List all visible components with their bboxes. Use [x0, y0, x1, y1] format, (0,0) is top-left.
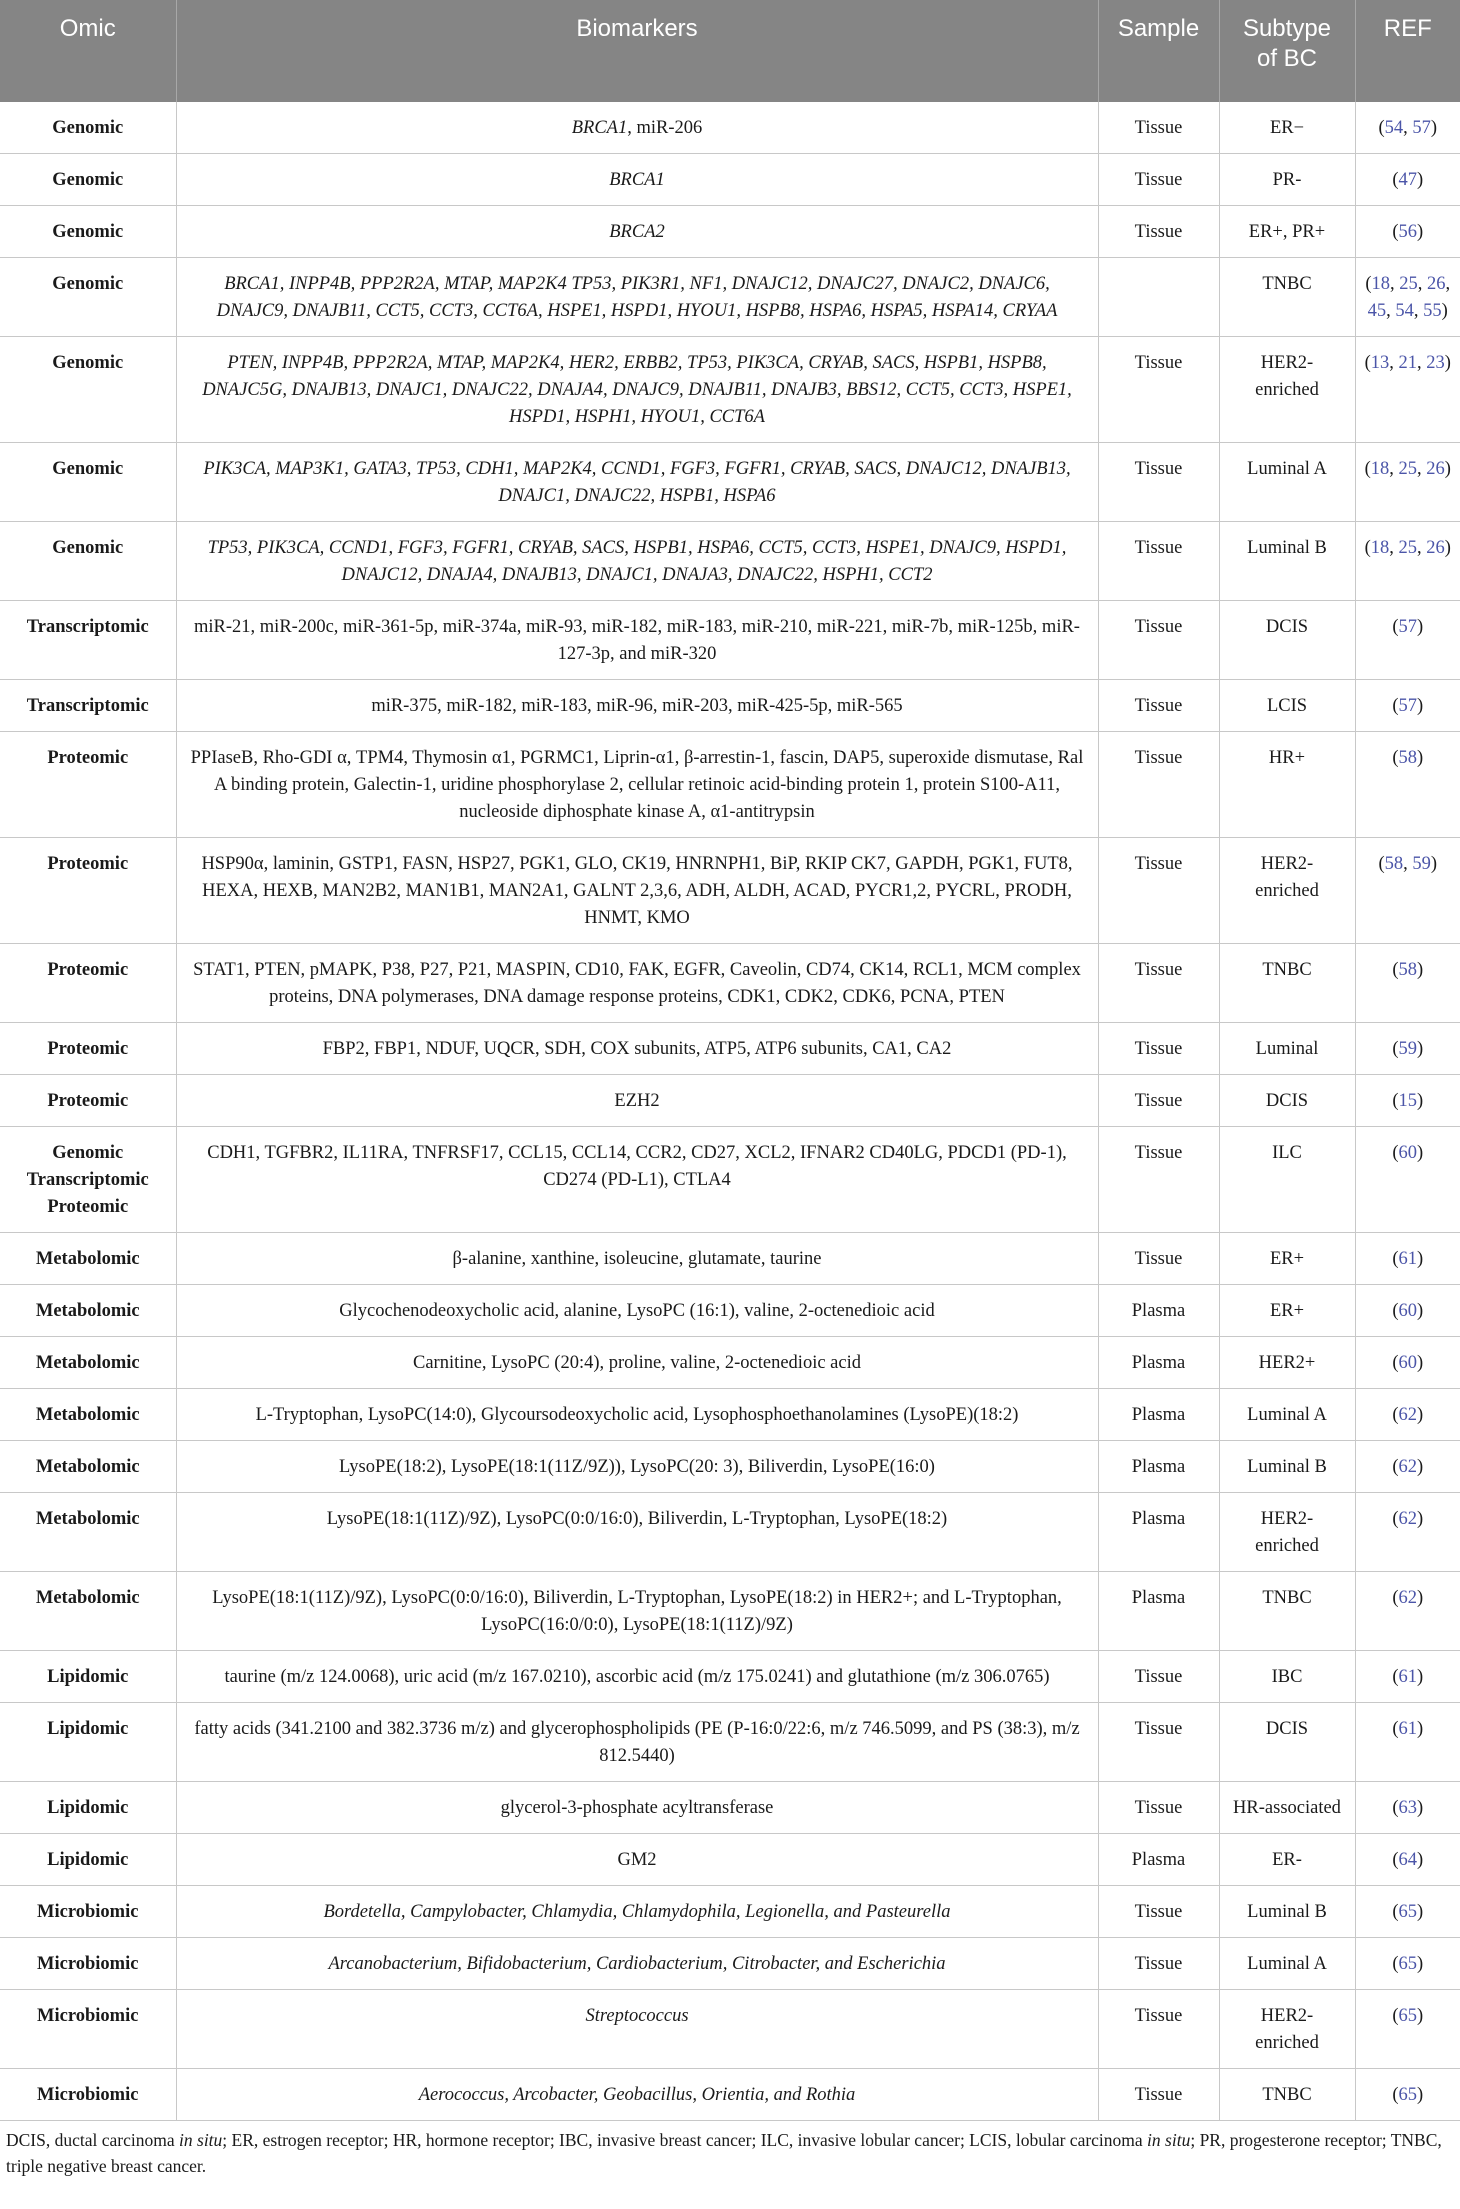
ref-link[interactable]: 60: [1398, 1353, 1417, 1373]
cell-sample: Tissue: [1098, 443, 1219, 522]
cell-sample: Plasma: [1098, 1285, 1219, 1337]
cell-sample: Tissue: [1098, 601, 1219, 680]
cell-biomarkers: BRCA2: [176, 206, 1098, 258]
cell-biomarkers: Carnitine, LysoPC (20:4), proline, valine, 2-octenedioic acid: [176, 1337, 1098, 1389]
cell-biomarkers: miR-21, miR-200c, miR-361-5p, miR-374a, miR-93, miR-182, miR-183, miR-210, miR-221, miR-7b, miR-125b, miR-127-3p, and miR-320: [176, 601, 1098, 680]
cell-sample: Tissue: [1098, 1651, 1219, 1703]
omic-label: Proteomic: [47, 1091, 129, 1111]
cell-omic: [0, 732, 176, 838]
cell-ref: (58): [1355, 944, 1460, 1023]
table-row: [0, 1233, 1460, 1285]
ref-link[interactable]: 62: [1398, 1588, 1417, 1608]
cell-omic: [0, 1651, 176, 1703]
cell-subtype: DCIS: [1219, 601, 1355, 680]
table-row: [0, 732, 1460, 838]
cell-subtype: ILC: [1219, 1127, 1355, 1233]
cell-omic: [0, 206, 176, 258]
cell-ref: (62): [1355, 1389, 1460, 1441]
cell-sample: Plasma: [1098, 1834, 1219, 1886]
cell-biomarkers: Glycochenodeoxycholic acid, alanine, LysoPC (16:1), valine, 2-octenedioic acid: [176, 1285, 1098, 1337]
cell-ref: (13, 21, 23): [1355, 337, 1460, 443]
cell-omic: [0, 522, 176, 601]
omic-label: Metabolomic: [35, 1588, 140, 1608]
table-row: [0, 944, 1460, 1023]
omic-label: Lipidomic: [47, 1798, 129, 1818]
table-row: [0, 838, 1460, 944]
table-row: [0, 1886, 1460, 1938]
ref-link[interactable]: 61: [1398, 1249, 1417, 1269]
cell-sample: Tissue: [1098, 1023, 1219, 1075]
cell-omic: [0, 838, 176, 944]
cell-biomarkers: taurine (m/z 124.0068), uric acid (m/z 167.0210), ascorbic acid (m/z 175.0241) and glutathione (m/z 306.0765): [176, 1651, 1098, 1703]
cell-sample: Tissue: [1098, 1990, 1219, 2069]
table-row: [0, 601, 1460, 680]
cell-ref: (18, 25, 26): [1355, 443, 1460, 522]
cell-subtype: Luminal: [1219, 1023, 1355, 1075]
ref-link[interactable]: 18: [1370, 538, 1390, 558]
table-row: [0, 1782, 1460, 1834]
cell-sample: Tissue: [1098, 1886, 1219, 1938]
cell-sample: Tissue: [1098, 680, 1219, 732]
header-subtype-line2: of BC: [1256, 45, 1318, 72]
omic-label: Genomic: [52, 459, 124, 479]
cell-biomarkers: PIK3CA, MAP3K1, GATA3, TP53, CDH1, MAP2K4, CCND1, FGF3, FGFR1, CRYAB, SACS, DNAJC12, DNAJB13, DNAJC1, DNAJC22, HSPB1, HSPA6: [176, 443, 1098, 522]
cell-sample: Plasma: [1098, 1389, 1219, 1441]
omic-label: Microbiomic: [37, 2006, 139, 2026]
cell-sample: [1098, 258, 1219, 337]
omic-label: Microbiomic: [37, 1954, 139, 1974]
cell-sample: Tissue: [1098, 206, 1219, 258]
cell-biomarkers: FBP2, FBP1, NDUF, UQCR, SDH, COX subunits, ATP5, ATP6 subunits, CA1, CA2: [176, 1023, 1098, 1075]
cell-omic: [0, 1023, 176, 1075]
cell-ref: (60): [1355, 1285, 1460, 1337]
cell-subtype: HER2-enriched: [1219, 838, 1355, 944]
table-row: [0, 1337, 1460, 1389]
cell-sample: Tissue: [1098, 102, 1219, 154]
cell-omic: [0, 2069, 176, 2121]
omic-label: Metabolomic: [35, 1457, 140, 1477]
cell-biomarkers: miR-375, miR-182, miR-183, miR-96, miR-203, miR-425-5p, miR-565: [176, 680, 1098, 732]
cell-ref: (65): [1355, 2069, 1460, 2121]
cell-omic: [0, 1075, 176, 1127]
ref-link[interactable]: 61: [1398, 1719, 1417, 1739]
header-sample: Sample: [1098, 0, 1219, 102]
cell-omic: [0, 1703, 176, 1782]
table-row: [0, 337, 1460, 443]
cell-biomarkers: Aerococcus, Arcobacter, Geobacillus, Orientia, and Rothia: [176, 2069, 1098, 2121]
table-row: [0, 2069, 1460, 2121]
cell-omic: [0, 1337, 176, 1389]
cell-subtype: TNBC: [1219, 2069, 1355, 2121]
ref-link[interactable]: 26: [1426, 459, 1445, 479]
header-subtype: [1219, 0, 1355, 102]
cell-ref: (62): [1355, 1493, 1460, 1572]
ref-link[interactable]: 57: [1398, 696, 1417, 716]
cell-subtype: Luminal B: [1219, 1441, 1355, 1493]
cell-ref: (60): [1355, 1127, 1460, 1233]
cell-ref: (18, 25, 26, 45, 54, 55): [1355, 258, 1460, 337]
cell-subtype: ER+, PR+: [1219, 206, 1355, 258]
cell-ref: (62): [1355, 1572, 1460, 1651]
cell-ref: (60): [1355, 1337, 1460, 1389]
cell-omic: [0, 1834, 176, 1886]
cell-sample: Tissue: [1098, 1703, 1219, 1782]
omic-label: Metabolomic: [35, 1301, 140, 1321]
ref-link[interactable]: 21: [1398, 353, 1417, 373]
cell-subtype: DCIS: [1219, 1703, 1355, 1782]
cell-subtype: Luminal B: [1219, 522, 1355, 601]
cell-omic: [0, 1572, 176, 1651]
cell-subtype: HER2-enriched: [1219, 1990, 1355, 2069]
table-row: [0, 1703, 1460, 1782]
cell-subtype: PR-: [1219, 154, 1355, 206]
omic-label: Proteomic: [47, 1197, 129, 1217]
omic-label: Genomic: [52, 118, 124, 138]
omic-label: Genomic: [52, 274, 124, 294]
cell-biomarkers: BRCA1: [176, 154, 1098, 206]
cell-biomarkers: STAT1, PTEN, pMAPK, P38, P27, P21, MASPIN, CD10, FAK, EGFR, Caveolin, CD74, CK14, RCL1, MCM complex proteins, DNA polymerases, DNA damage response proteins, CDK1, CDK2, CDK6, PCNA, PTEN: [176, 944, 1098, 1023]
cell-ref: (54, 57): [1355, 102, 1460, 154]
ref-link[interactable]: 54: [1395, 301, 1414, 321]
ref-link[interactable]: 45: [1367, 301, 1387, 321]
cell-sample: Tissue: [1098, 838, 1219, 944]
omic-label: Metabolomic: [35, 1405, 140, 1425]
ref-link[interactable]: 56: [1398, 222, 1417, 242]
omic-label: Transcriptomic: [26, 617, 149, 637]
ref-link[interactable]: 60: [1398, 1143, 1417, 1163]
cell-omic: [0, 1493, 176, 1572]
cell-omic: [0, 443, 176, 522]
table-body: [0, 102, 1460, 2121]
ref-link[interactable]: 60: [1398, 1301, 1417, 1321]
cell-omic: [0, 1285, 176, 1337]
cell-omic: [0, 1441, 176, 1493]
header-ref: REF: [1355, 0, 1460, 102]
cell-subtype: HER2+: [1219, 1337, 1355, 1389]
ref-link[interactable]: 65: [1398, 1902, 1417, 1922]
cell-omic: [0, 154, 176, 206]
ref-link[interactable]: 65: [1398, 2006, 1417, 2026]
cell-subtype: Luminal B: [1219, 1886, 1355, 1938]
omic-label: Lipidomic: [47, 1719, 129, 1739]
cell-sample: Tissue: [1098, 1782, 1219, 1834]
table-row: [0, 206, 1460, 258]
omic-label: Metabolomic: [35, 1353, 140, 1373]
cell-subtype: HR+: [1219, 732, 1355, 838]
cell-biomarkers: TP53, PIK3CA, CCND1, FGF3, FGFR1, CRYAB, SACS, HSPB1, HSPA6, CCT5, CCT3, HSPE1, DNAJC9, HSPD1, DNAJC12, DNAJA4, DNAJB13, DNAJC1, DNAJA3, DNAJC22, HSPH1, CCT2: [176, 522, 1098, 601]
ref-link[interactable]: 26: [1426, 538, 1445, 558]
ref-link[interactable]: 62: [1398, 1405, 1417, 1425]
footnote-part1: DCIS, ductal carcinoma: [6, 2130, 180, 2150]
cell-omic: [0, 102, 176, 154]
cell-subtype: DCIS: [1219, 1075, 1355, 1127]
cell-omic: [0, 1389, 176, 1441]
cell-ref: (61): [1355, 1703, 1460, 1782]
cell-subtype: HR-associated: [1219, 1782, 1355, 1834]
cell-sample: Tissue: [1098, 522, 1219, 601]
cell-subtype: TNBC: [1219, 944, 1355, 1023]
cell-biomarkers: L-Tryptophan, LysoPC(14:0), Glycoursodeoxycholic acid, Lysophosphoethanolamines (LysoPE)(18:2): [176, 1389, 1098, 1441]
ref-link[interactable]: 63: [1398, 1798, 1417, 1818]
cell-subtype: HER2-enriched: [1219, 1493, 1355, 1572]
omic-label: Lipidomic: [47, 1667, 129, 1687]
table-row: [0, 1389, 1460, 1441]
biomarker-rest: , miR-206: [627, 118, 703, 138]
table-row: [0, 154, 1460, 206]
ref-link[interactable]: 59: [1398, 1039, 1417, 1059]
cell-subtype: TNBC: [1219, 258, 1355, 337]
cell-ref: (64): [1355, 1834, 1460, 1886]
cell-sample: Tissue: [1098, 1075, 1219, 1127]
cell-sample: Plasma: [1098, 1572, 1219, 1651]
biomarker-gene: BRCA1: [571, 118, 628, 138]
ref-link[interactable]: 58: [1398, 960, 1417, 980]
cell-sample: Plasma: [1098, 1337, 1219, 1389]
cell-subtype: ER−: [1219, 102, 1355, 154]
table-row: [0, 1990, 1460, 2069]
cell-sample: Plasma: [1098, 1441, 1219, 1493]
ref-link[interactable]: 57: [1412, 118, 1431, 138]
cell-subtype: ER-: [1219, 1834, 1355, 1886]
footnote-part2: ; ER, estrogen receptor; HR, hormone receptor; IBC, invasive breast cancer; ILC, invasive lobular cancer; LCIS, lobular carcinoma: [222, 2130, 1148, 2150]
ref-link[interactable]: 58: [1384, 854, 1404, 874]
footnote-italic1: in situ: [179, 2130, 223, 2150]
table-row: [0, 1441, 1460, 1493]
cell-ref: (58, 59): [1355, 838, 1460, 944]
table-row: [0, 102, 1460, 154]
ref-link[interactable]: 58: [1398, 748, 1417, 768]
table-row: [0, 443, 1460, 522]
cell-subtype: Luminal A: [1219, 443, 1355, 522]
header-biomarkers: Biomarkers: [176, 0, 1098, 102]
cell-subtype: IBC: [1219, 1651, 1355, 1703]
cell-sample: Tissue: [1098, 337, 1219, 443]
ref-link[interactable]: 23: [1426, 353, 1445, 373]
table-row: [0, 1127, 1460, 1233]
cell-ref: (65): [1355, 1938, 1460, 1990]
table-row: [0, 1938, 1460, 1990]
cell-omic: [0, 680, 176, 732]
cell-subtype: Luminal A: [1219, 1389, 1355, 1441]
omic-label: Microbiomic: [37, 2085, 139, 2105]
cell-ref: (57): [1355, 601, 1460, 680]
cell-omic: [0, 337, 176, 443]
ref-link[interactable]: 65: [1398, 2085, 1417, 2105]
cell-biomarkers: CDH1, TGFBR2, IL11RA, TNFRSF17, CCL15, CCL14, CCR2, CD27, XCL2, IFNAR2 CD40LG, PDCD1 (PD-1), CD274 (PD-L1), CTLA4: [176, 1127, 1098, 1233]
ref-link[interactable]: 64: [1398, 1850, 1417, 1870]
ref-link[interactable]: 47: [1398, 170, 1417, 190]
cell-ref: (15): [1355, 1075, 1460, 1127]
cell-sample: Tissue: [1098, 1233, 1219, 1285]
table-row: [0, 1023, 1460, 1075]
table-row: [0, 1075, 1460, 1127]
ref-link[interactable]: 62: [1398, 1509, 1417, 1529]
omic-label: Proteomic: [47, 854, 129, 874]
cell-biomarkers: Streptococcus: [176, 1990, 1098, 2069]
cell-omic: [0, 601, 176, 680]
cell-biomarkers: [176, 102, 1098, 154]
omic-label: Genomic: [52, 1143, 124, 1163]
omic-label: Microbiomic: [37, 1902, 139, 1922]
omic-label: Proteomic: [47, 748, 129, 768]
omic-label: Genomic: [52, 538, 124, 558]
cell-omic: [0, 1990, 176, 2069]
table-row: [0, 1834, 1460, 1886]
cell-ref: (57): [1355, 680, 1460, 732]
cell-biomarkers: β-alanine, xanthine, isoleucine, glutamate, taurine: [176, 1233, 1098, 1285]
cell-omic: [0, 1886, 176, 1938]
table-row: [0, 1493, 1460, 1572]
cell-biomarkers: BRCA1, INPP4B, PPP2R2A, MTAP, MAP2K4 TP53, PIK3R1, NF1, DNAJC12, DNAJC27, DNAJC2, DNAJC6, DNAJC9, DNAJB11, CCT5, CCT3, CCT6A, HSPE1, HSPD1, HYOU1, HSPB8, HSPA6, HSPA5, HSPA14, CRYAA: [176, 258, 1098, 337]
table-row: [0, 1651, 1460, 1703]
cell-subtype: Luminal A: [1219, 1938, 1355, 1990]
omic-label: Transcriptomic: [26, 1170, 149, 1190]
ref-link[interactable]: 55: [1423, 301, 1442, 321]
cell-omic: [0, 258, 176, 337]
table-footnote: [0, 2121, 1460, 2179]
ref-link[interactable]: 25: [1398, 538, 1417, 558]
omic-label: Proteomic: [47, 1039, 129, 1059]
ref-link[interactable]: 26: [1427, 274, 1446, 294]
ref-link[interactable]: 15: [1398, 1091, 1417, 1111]
cell-omic: [0, 944, 176, 1023]
cell-subtype: TNBC: [1219, 1572, 1355, 1651]
cell-biomarkers: LysoPE(18:2), LysoPE(18:1(11Z/9Z)), LysoPC(20: 3), Biliverdin, LysoPE(16:0): [176, 1441, 1098, 1493]
footnote-part3: ; PR, progesterone receptor; TNBC, triple negative breast cancer.: [6, 2130, 1442, 2176]
omic-label: Genomic: [52, 353, 124, 373]
cell-biomarkers: Bordetella, Campylobacter, Chlamydia, Chlamydophila, Legionella, and Pasteurella: [176, 1886, 1098, 1938]
omic-label: Genomic: [52, 222, 124, 242]
cell-omic: [0, 1938, 176, 1990]
omic-label: Genomic: [52, 170, 124, 190]
cell-biomarkers: EZH2: [176, 1075, 1098, 1127]
table-row: [0, 522, 1460, 601]
cell-ref: (18, 25, 26): [1355, 522, 1460, 601]
cell-omic: [0, 1233, 176, 1285]
cell-ref: (65): [1355, 1990, 1460, 2069]
cell-sample: Tissue: [1098, 1127, 1219, 1233]
cell-ref: (65): [1355, 1886, 1460, 1938]
cell-sample: Tissue: [1098, 944, 1219, 1023]
table-header: [0, 0, 1460, 102]
cell-sample: Tissue: [1098, 732, 1219, 838]
cell-sample: Tissue: [1098, 2069, 1219, 2121]
header-omic: Omic: [0, 0, 176, 102]
cell-ref: (63): [1355, 1782, 1460, 1834]
cell-omic: [0, 1127, 176, 1233]
cell-biomarkers: glycerol-3-phosphate acyltransferase: [176, 1782, 1098, 1834]
omic-label: Transcriptomic: [26, 696, 149, 716]
ref-link[interactable]: 59: [1412, 854, 1431, 874]
cell-biomarkers: LysoPE(18:1(11Z)/9Z), LysoPC(0:0/16:0), Biliverdin, L-Tryptophan, LysoPE(18:2) in HER2+; and L-Tryptophan, LysoPC(16:0/0:0), LysoPE(18:1(11Z)/9Z): [176, 1572, 1098, 1651]
ref-link[interactable]: 25: [1399, 274, 1418, 294]
omic-label: Proteomic: [47, 960, 129, 980]
cell-ref: (61): [1355, 1651, 1460, 1703]
cell-omic: [0, 1782, 176, 1834]
table-row: [0, 1572, 1460, 1651]
ref-link[interactable]: 65: [1398, 1954, 1417, 1974]
omic-label: Lipidomic: [47, 1850, 129, 1870]
ref-link[interactable]: 57: [1398, 617, 1417, 637]
cell-ref: (59): [1355, 1023, 1460, 1075]
cell-sample: Tissue: [1098, 1938, 1219, 1990]
ref-link[interactable]: 13: [1370, 353, 1390, 373]
cell-biomarkers: Arcanobacterium, Bifidobacterium, Cardiobacterium, Citrobacter, and Escherichia: [176, 1938, 1098, 1990]
cell-ref: (62): [1355, 1441, 1460, 1493]
ref-link[interactable]: 54: [1384, 118, 1404, 138]
cell-ref: (61): [1355, 1233, 1460, 1285]
cell-biomarkers: GM2: [176, 1834, 1098, 1886]
cell-subtype: LCIS: [1219, 680, 1355, 732]
omic-label: Metabolomic: [35, 1509, 140, 1529]
ref-link[interactable]: 61: [1398, 1667, 1417, 1687]
cell-sample: Tissue: [1098, 154, 1219, 206]
header-subtype-line1: Subtype: [1242, 15, 1332, 42]
cell-biomarkers: fatty acids (341.2100 and 382.3736 m/z) and glycerophospholipids (PE (P-16:0/22:6, m/z 746.5099, and PS (38:3), m/z 812.5440): [176, 1703, 1098, 1782]
cell-ref: (56): [1355, 206, 1460, 258]
ref-link[interactable]: 18: [1371, 274, 1391, 294]
cell-biomarkers: PTEN, INPP4B, PPP2R2A, MTAP, MAP2K4, HER2, ERBB2, TP53, PIK3CA, CRYAB, SACS, HSPB1, HSPB8, DNAJC5G, DNAJB13, DNAJC1, DNAJC22, DNAJA4, DNAJC9, DNAJB11, DNAJB3, BBS12, CCT5, CCT3, HSPE1, HSPD1, HSPH1, HYOU1, CCT6A: [176, 337, 1098, 443]
ref-link[interactable]: 25: [1398, 459, 1417, 479]
table-row: [0, 1285, 1460, 1337]
cell-subtype: ER+: [1219, 1233, 1355, 1285]
table-row: [0, 258, 1460, 337]
ref-link[interactable]: 62: [1398, 1457, 1417, 1477]
cell-biomarkers: LysoPE(18:1(11Z)/9Z), LysoPC(0:0/16:0), Biliverdin, L-Tryptophan, LysoPE(18:2): [176, 1493, 1098, 1572]
cell-subtype: HER2-enriched: [1219, 337, 1355, 443]
cell-subtype: ER+: [1219, 1285, 1355, 1337]
cell-biomarkers: HSP90α, laminin, GSTP1, FASN, HSP27, PGK1, GLO, CK19, HNRNPH1, BiP, RKIP CK7, GAPDH, PGK1, FUT8, HEXA, HEXB, MAN2B2, MAN1B1, MAN2A1, GALNT 2,3,6, ADH, ALDH, ACAD, PYCR1,2, PYCRL, PRODH, HNMT, KMO: [176, 838, 1098, 944]
footnote-italic2: in situ: [1147, 2130, 1191, 2150]
cell-ref: (58): [1355, 732, 1460, 838]
cell-ref: (47): [1355, 154, 1460, 206]
cell-biomarkers: PPIaseB, Rho-GDI α, TPM4, Thymosin α1, PGRMC1, Liprin-α1, β-arrestin-1, fascin, DAP5, superoxide dismutase, Ral A binding protein, Galectin-1, uridine phosphorylase 2, cellular retinoic acid-binding protein 1, protein S100-A11, nucleoside diphosphate kinase A, α1-antitrypsin: [176, 732, 1098, 838]
table-row: [0, 680, 1460, 732]
omic-label: Metabolomic: [35, 1249, 140, 1269]
cell-sample: Plasma: [1098, 1493, 1219, 1572]
ref-link[interactable]: 18: [1370, 459, 1390, 479]
